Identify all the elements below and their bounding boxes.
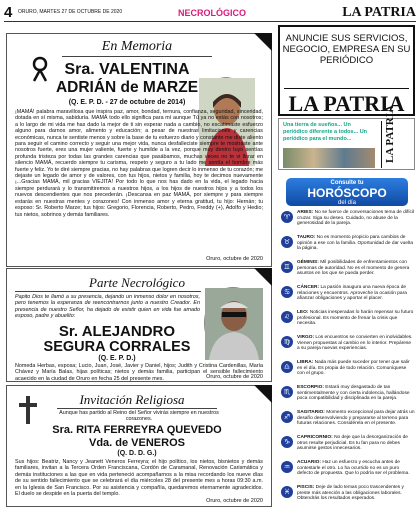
horoscope-sign: [281, 285, 415, 309]
horoscope-title: HORÓSCOPO: [307, 186, 387, 200]
invitacion-notice: [6, 385, 272, 507]
deceased-name-line1: Sr. ALEJANDRO: [58, 323, 176, 340]
horoscope-sign: [281, 335, 415, 359]
parte-body: Nomeda Herbas, esposa; Lucio, Juan, José, Javier y Daniel, hijos; Judith y Cristina Cardenillas, María Chávez y María Balas, hijas políticas; nietos y demás familia, participan el sensible fallecimiento acaecido en la ciudad de Oruro en fecha 25 del presente mes.: [15, 363, 263, 382]
zodiac-symbol-icon: ♉: [281, 236, 293, 248]
deceased-name-line1: Sra. RITA FERREYRA QUEVEDO: [52, 424, 222, 436]
horoscope-sign-name: LIBRA:: [297, 360, 314, 365]
mourning-ribbon-icon: [254, 385, 272, 403]
horoscope-sign: [281, 235, 415, 259]
horoscope-sign: [281, 360, 415, 384]
horoscope-sign-name: LEO:: [297, 310, 309, 315]
horoscope-sign-text: [297, 385, 415, 402]
horoscope-sign-name: SAGITARIO:: [297, 410, 325, 415]
horoscope-sign-name: PISCIS:: [297, 485, 315, 490]
advertise-banner[interactable]: [278, 25, 415, 116]
horoscope-sign-description: Noticias inesperadas lo harán repensar su futuro profesional. Es momento de frenar la crisis que necesita.: [297, 310, 414, 327]
horoscope-sign-text: [297, 460, 415, 477]
horoscope-sign-description: Deje de lado temas poco trascendentes y preste más atención a las obligaciones laborales. Obtendrás los resultados esperados.: [297, 485, 404, 502]
zodiac-symbol-icon: ♊: [281, 261, 293, 273]
section-title: NECROLÓGICO: [178, 8, 247, 18]
horoscope-subtitle: Consulte tu: [330, 180, 364, 186]
invitacion-place-date: Oruro, octubre de 2020: [206, 498, 263, 504]
horoscope-sign-text: [297, 210, 415, 227]
deceased-name-line2: SEGURA CORRALES: [43, 339, 191, 355]
horoscope-sign-description: Los encuentros se convierten en inolvidables. Vienen propuestas al cambio en lo interior. Prepárese a su pareja nuevas experiencias.: [297, 335, 413, 352]
zodiac-symbol-icon: ♐: [281, 411, 293, 423]
newspaper-logo: LA PATRIA: [342, 5, 416, 20]
parte-place-date: Oruro, octubre de 2020: [206, 374, 263, 380]
horoscope-sign-text: [297, 360, 415, 377]
parte-qepd: (Q. E. P. D.): [98, 355, 136, 362]
horoscope-sign-text: [297, 435, 415, 452]
mourning-ribbon-icon: [254, 33, 272, 51]
portrait-image: [205, 288, 263, 360]
horoscope-sign-name: CAPRICORNIO:: [297, 435, 333, 440]
horoscope-sign-name: ESCORPIO:: [297, 385, 324, 390]
zodiac-symbol-icon: ♍: [281, 336, 293, 348]
parte-notice: [6, 268, 272, 382]
horoscope-sign-text: [297, 260, 415, 277]
horoscope-sign: [281, 435, 415, 459]
horoscope-sign-name: CÁNCER:: [297, 285, 320, 290]
horoscope-sign-text: [297, 335, 415, 352]
horoscope-sign-text: [297, 485, 415, 502]
horoscope-sign-description: Mil posibilidades de enfrentamientos con personas de autoridad. No es el momento de genera asuntos en los que se pueda perder.: [297, 260, 410, 277]
memoria-dates: (Q. E. P. D. - 27 de octubre de 2014): [68, 99, 186, 106]
deceased-name-line2: ADRIÁN de MARZE: [55, 79, 199, 96]
horoscope-sign-description: Estará muy desgastado de tan sentimentalmente y con cierta indolencia, hallándose poca compatibilidad y disciplinada en la pareja.: [297, 385, 410, 402]
horoscope-sign: [281, 310, 415, 334]
title-rule: [57, 408, 217, 409]
invitacion-intro: Aunque has partido al Reino del Señor vivirás siempre en nuestros corazones.: [59, 410, 219, 423]
horoscope-sign: [281, 410, 415, 434]
parte-title: Parte Necrológico: [89, 275, 185, 290]
title-rule: [15, 291, 201, 292]
invitacion-qepd: (Q. D. D. G.): [117, 450, 157, 457]
issue-date: ORURO, MARTES 27 DE OCTUBRE DE 2020: [18, 9, 123, 15]
deceased-name-line2: Vda. de VENEROS: [89, 437, 185, 449]
zodiac-symbol-icon: ♈: [281, 211, 293, 223]
horoscope-sign-text: [297, 235, 415, 252]
horoscope-sign-description: No deje que la desorganización de otros resulte perjudicial. Es tu fan para no debes asumirse gestos innecesarios.: [297, 435, 408, 452]
horoscope-sign-description: La pasión inaugura una nueva época de relaciones y encuentros. Aproveche la ocasión para afianzar obligaciones y aportar el placer.: [297, 285, 407, 302]
horoscope-sign-description: Momento excepcional para dejar atrás un desafío desenvolviendo y prepararse al terreno para futuras relaciones. Considérela en el presente.: [297, 410, 415, 427]
horoscope-sign: [281, 460, 415, 484]
memoria-notice: [6, 33, 272, 267]
memoria-place-date: Oruro, octubre de 2020: [206, 256, 263, 262]
horoscope-sign-description: No se fuerce de conversaciones tema de difícil cruzar. Siga su deseo. Cuidado, no abuse de la generosidad de la pareja.: [297, 210, 415, 227]
horoscope-sign-description: Nada más puede suceder por tener que salir en el día. Es propia de todo relación. Comuníquese con el grupo.: [297, 360, 410, 377]
horoscope-day: del día: [337, 200, 356, 206]
zodiac-symbol-icon: ♎: [281, 361, 293, 373]
title-rule: [62, 56, 212, 57]
advertise-text: ANUNCIE SUS SERVICIOS, NEGOCIO, EMPRESA EN SU PERIÓDICO: [282, 33, 411, 66]
horoscope-sign-text: [297, 410, 415, 427]
invitacion-body: Sus hijos: Beatriz, Nancy y Jeanett Veneros Ferreyra; el hijo político, los nietos, bisnietos y demás familiares, invitan a la Tercera Orden Franciscana, Cordón de Caramanal, Renovación Carismática y demás instituciones a las que en vida perteneció acompañarnos a la misa recordando los nueve días de su sentido fallecimiento que se celebrará el día miércoles 28 del presente mes a horas 09:30 a.m. en la Iglesia de San Francisco. Por su asistencia y compañía, quedaremos eternamente agradecidos. El duelo se despide en la puerta del templo.: [15, 459, 263, 498]
zodiac-symbol-icon: ♋: [281, 286, 293, 298]
horoscope-sign-name: ACUARIO:: [297, 460, 321, 465]
page-number: 4: [4, 4, 13, 21]
horoscope-sign: [281, 260, 415, 284]
advertise-logo: LA PATRIA: [284, 88, 409, 117]
parte-intro: Papito Dios te llamó a su presencia, dejando un inmenso dolor en nosotros, pero tenemos la esperanza de reencontrarnos junto a nuestro Creador. En presencia de nuestro Señor, ha dejado de existir quien en vida fue amado esposo, padre y abuelito:: [15, 294, 200, 320]
memoria-title: En Memoria: [101, 39, 173, 54]
horoscope-sign: [281, 210, 415, 234]
zodiac-symbol-icon: ♌: [281, 311, 293, 323]
horoscope-sign: [281, 485, 415, 509]
invitacion-title: Invitación Religiosa: [79, 392, 185, 407]
horoscope-header: [286, 178, 408, 206]
horoscope-sign-name: VIRGO:: [297, 335, 315, 340]
zodiac-symbol-icon: ♒: [281, 461, 293, 473]
zodiac-symbol-icon: ♓: [281, 486, 293, 498]
cross-icon: [19, 396, 37, 424]
zodiac-symbol-icon: ♏: [281, 386, 293, 398]
digital-edition-banner[interactable]: [278, 105, 415, 170]
deceased-photo: [204, 287, 262, 359]
horoscope-sign-description: Haz un esfuerzo y escucha antes de contestarle el otro. Lo ha ocurrido no es un puro defecto de propuesta. Que lo podría ser el problema.: [297, 460, 410, 477]
horoscope-sign-text: [297, 285, 415, 302]
horoscope-sign: [281, 385, 415, 409]
memoria-body: ¡MAMÁ! palabra maravillosa que inspira paz, amor, bondad, ternura, confianza, seguridad, sinceridad, dotada en sí misma, sabiduría. MAMÁ todo ello significa para mí aunque Tú ya no estás con nosotros; a lo largo de mi vida me has dado la mejor de ti sin esperar nada a cambio, no escatimaste esfuerzo alguno para darnos amor, alimento y educación; a pesar de nuestras limitaciones y carencias económicas, nunca te sentiste menos y sobre la base de tu esfuerzo diario y constante me diste aliento para seguir el camino correcto y seguir una mejor vida, nunca desfalleciste siempre te mostraste ante nosotros fuerte, eres una mujer valiente, fuerte y humilde a la vez, porque muy dentro tuyo sentías profunda tristeza por todas las grandes carencias que pasábamos, muchas veces no te vi llorar en silencio MAMÁ, recuerdo siempre tu carisma, respeto y seguro a tu lado me sentía el hombre más fuerte y feliz. Yo te diré siempre gracias, no hay palabras que logren decir lo inmenso de tu corazón; me dejaste un legado de amor y de valores, con tus hijos, nietos y familia, hoy te decimos nuevamente ¡...Gracias MAMÁ, mil gracias VIEJITA! Por todo lo que nos has dado en la vida, el legado hacia siempre perdurará y lo transmitiremos a nuestros hijos, a los hijos de nuestros hijos y a todos los nuevos descendientes que nos precederán. ¡Descansa en paz MAMÁ, por siempre y para siempre estarás en nuestras mentes y corazones! Con inmenso amor y eterna gratitud, tu hijo: Hernán; tu esposo: Sr. Roberto Marze; tus hijos: Gregorio, Florencia, Roberto, Pedro, Freddy (+), Adolfo y Hedio; tus nietos, sobrinos y demás familiares.: [15, 109, 263, 218]
horoscope-sign-name: GÉMINIS:: [297, 260, 319, 265]
digital-edition-logo-text: LA PATRIA: [384, 105, 396, 163]
digital-edition-image: [283, 148, 375, 168]
horoscope-sign-text: [297, 310, 415, 327]
horoscope-sign-name: TAURO:: [297, 235, 316, 240]
digital-edition-logo: [381, 105, 413, 168]
zodiac-symbol-icon: ♑: [281, 436, 293, 448]
mourning-ribbon-icon: [254, 268, 272, 286]
deceased-name-line1: Sra. VALENTINA: [64, 61, 190, 78]
horoscope-sign-name: ARIES:: [297, 210, 314, 215]
digital-edition-text: Una tierra de sueños... Un periódico diferente a todos... Un periódico para el mundo...: [283, 122, 368, 142]
horoscope-sign-description: No es momento propicio para cambios de opinión a ese con la familia. Oportunidad de dar vuelta la página.: [297, 235, 413, 252]
page-header: [4, 6, 416, 22]
